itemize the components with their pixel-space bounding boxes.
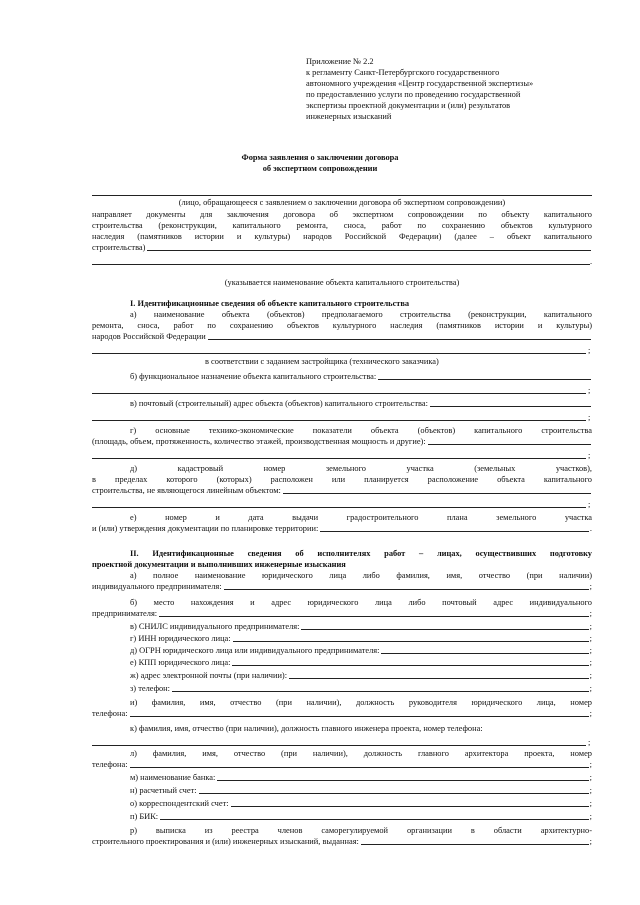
item-2n-row <box>130 785 592 796</box>
form-title: Форма заявления о заключении договора <box>241 153 399 162</box>
item-2k-line: к) фамилия, имя, отчество (при наличии), должность главного инженера проекта, номер телефона: <box>130 724 483 733</box>
paragraph-line: строительства) <box>92 243 146 252</box>
header-line: по предоставлению услуги по проведению государственной <box>306 90 521 99</box>
phone-field[interactable] <box>172 691 589 692</box>
paragraph-line: наследия (памятников истории и культуры) народов Российской Федерации) (далее – объект капитального <box>92 232 592 241</box>
object-name-field[interactable] <box>147 250 591 251</box>
field-caption: (лицо, обращающееся с заявлением о заключении договора об экспертном сопровождении) <box>178 198 506 207</box>
item-2e-row <box>130 657 592 668</box>
item-2a-label: индивидуального предпринимателя: <box>92 582 222 591</box>
semicolon: ; <box>588 386 591 395</box>
paragraph-line: направляет документы для заключения договора об экспертном сопровождении по объекту капитального <box>92 210 592 219</box>
chief-architect-field[interactable] <box>130 767 589 768</box>
functional-purpose-field-continued[interactable] <box>92 393 586 394</box>
urban-plan-field[interactable] <box>320 531 589 532</box>
cadastral-number-field-continued[interactable] <box>92 507 586 508</box>
section-1-heading: I. Идентификационные сведения об объекте капитального строительства <box>130 299 410 308</box>
item-a-line: ремонта, сноса, работ по сохранению объектов культурного наследия (памятников истории и культуры) <box>92 321 592 330</box>
sro-extract-field[interactable] <box>361 844 589 845</box>
header-line: автономного учреждения «Центр государственной экспертизы» <box>306 79 534 88</box>
section-2-heading: II. Идентификационные сведения об исполнителях работ – лицах, осуществивших подготовку <box>130 549 592 558</box>
email-field[interactable] <box>289 678 589 679</box>
semicolon: ; <box>589 760 592 769</box>
settlement-account-field[interactable] <box>199 793 589 794</box>
object-row <box>92 242 592 253</box>
object-name-field-continued[interactable] <box>92 264 590 265</box>
semicolon: ; <box>589 837 592 846</box>
semicolon: ; <box>589 671 592 680</box>
item-2zh-row <box>130 670 592 681</box>
inn-field[interactable] <box>233 641 589 642</box>
director-field[interactable] <box>130 716 589 717</box>
object-address-field[interactable] <box>430 406 591 407</box>
item-2i-line: и) фамилия, имя, отчество (при наличии), должность руководителя юридического лица, номер <box>130 698 592 707</box>
period: . <box>589 524 592 533</box>
object-title-field[interactable] <box>208 339 591 340</box>
bik-field[interactable] <box>160 819 589 820</box>
item-2d-label: д) ОГРН юридического лица или индивидуального предпринимателя: <box>130 646 380 655</box>
semicolon: ; <box>589 646 592 655</box>
kpp-field[interactable] <box>232 665 588 666</box>
ogrn-field[interactable] <box>381 653 588 654</box>
header-line: экспертизы проектной документации и (или) результатов <box>306 101 511 110</box>
semicolon: ; <box>589 634 592 643</box>
appendix-number: Приложение № 2.2 <box>306 57 374 66</box>
correspondent-account-field[interactable] <box>231 806 589 807</box>
item-2zh-label: ж) адрес электронной почты (при наличии): <box>130 671 288 680</box>
item-2g-label: г) ИНН юридического лица: <box>130 634 231 643</box>
item-2o-row <box>130 798 592 809</box>
item-2r-line: р) выписка из реестра членов саморегулируемой организации в области архитектурно- <box>130 826 592 835</box>
bank-name-field[interactable] <box>217 780 588 781</box>
item-2z-label: з) телефон: <box>130 684 170 693</box>
functional-purpose-field[interactable] <box>378 379 591 380</box>
header-line: инженерных изысканий <box>306 112 392 121</box>
item-b-row <box>130 371 592 382</box>
chief-engineer-field[interactable] <box>92 745 586 746</box>
item-a-label: народов Российской Федерации <box>92 332 206 341</box>
semicolon: ; <box>589 799 592 808</box>
tech-indicators-field[interactable] <box>428 444 591 445</box>
semicolon: ; <box>588 738 591 747</box>
semicolon: ; <box>589 658 592 667</box>
semicolon: ; <box>589 709 592 718</box>
item-e-label: и (или) утверждения документации по планировке территории: <box>92 524 319 533</box>
item-g-label: (площадь, объем, протяженность, количество этажей, производственная мощность и другие): <box>92 437 426 446</box>
item-2o-label: о) корреспондентский счет: <box>130 799 229 808</box>
item-2i-label: телефона: <box>92 709 128 718</box>
item-2l-row <box>92 759 592 770</box>
item-2g-row <box>130 633 592 644</box>
tech-indicators-field-continued[interactable] <box>92 458 586 459</box>
semicolon: ; <box>589 812 592 821</box>
semicolon: ; <box>589 622 592 631</box>
item-2r-label: строительного проектирования и (или) инженерных изысканий, выданная: <box>92 837 359 846</box>
item-2r-row <box>92 836 592 847</box>
cadastral-number-field[interactable] <box>283 493 591 494</box>
item-2b-row <box>92 608 592 619</box>
contractor-address-field[interactable] <box>159 616 589 617</box>
item-2b-line: б) место нахождения и адрес юридического лица либо почтовый адрес индивидуального <box>130 598 592 607</box>
object-address-field-continued[interactable] <box>92 420 586 421</box>
item-2p-row <box>130 811 592 822</box>
semicolon: ; <box>589 786 592 795</box>
item-2z-row <box>130 683 592 694</box>
item-2p-label: п) БИК: <box>130 812 159 821</box>
semicolon: ; <box>589 773 592 782</box>
semicolon: ; <box>589 684 592 693</box>
item-v-label: в) почтовый (строительный) адрес объекта (объектов) капитального строительства: <box>130 399 428 408</box>
semicolon: ; <box>589 609 592 618</box>
item-2l-line: л) фамилия, имя, отчество (при наличии), должность главного архитектора проекта, номер <box>130 749 592 758</box>
form-title: об экспертном сопровождении <box>262 164 378 173</box>
item-v-row <box>130 398 592 409</box>
period: . <box>590 257 593 266</box>
section-2-heading: проектной документации и выполнивших инженерные изыскания <box>92 560 346 569</box>
paragraph-line: строительства (реконструкции, капитального ремонта, сноса, работ по сохранению объектов культурного <box>92 221 592 230</box>
item-2e-label: е) КПП юридического лица: <box>130 658 231 667</box>
item-g-row <box>92 436 592 447</box>
item-2n-label: н) расчетный счет: <box>130 786 197 795</box>
object-title-field-continued[interactable] <box>92 353 586 354</box>
item-a-line: а) наименование объекта (объектов) предполагаемого строительства (реконструкции, капитального <box>130 310 592 319</box>
item-e-row <box>92 523 592 534</box>
item-2d-row <box>130 645 592 656</box>
item-2v-label: в) СНИЛС индивидуального предпринимателя: <box>130 622 300 631</box>
semicolon: ; <box>588 413 591 422</box>
contractor-name-field[interactable] <box>224 589 589 590</box>
item-b-label: б) функциональное назначение объекта капитального строительства: <box>130 372 377 381</box>
item-2m-row <box>130 772 592 783</box>
item-d-line: в пределах которого (которых) расположен или планируется расположение объекта капитального <box>92 475 592 484</box>
semicolon: ; <box>589 582 592 591</box>
item-2v-row <box>130 621 592 632</box>
item-2a-line: а) полное наименование юридического лица либо фамилия, имя, отчество (при наличии) <box>130 571 592 580</box>
item-g-line: г) основные технико-экономические показатели объекта (объектов) капитального строительства <box>130 426 592 435</box>
item-e-line: е) номер и дата выдачи градостроительного плана земельного участка <box>130 513 592 522</box>
semicolon: ; <box>588 451 591 460</box>
header-line: к регламенту Санкт-Петербургского государственного <box>306 68 500 77</box>
applicant-field[interactable] <box>92 195 592 196</box>
field-caption: в соответствии с заданием застройщика (технического заказчика) <box>205 357 439 366</box>
semicolon: ; <box>588 500 591 509</box>
item-2m-label: м) наименование банка: <box>130 773 216 782</box>
item-2i-row <box>92 708 592 719</box>
item-2a-row <box>92 581 592 592</box>
item-a-row <box>92 331 592 342</box>
snils-field[interactable] <box>301 629 588 630</box>
semicolon: ; <box>588 346 591 355</box>
item-d-line: д) кадастровый номер земельного участка (земельных участков), <box>130 464 592 473</box>
item-2l-label: телефона: <box>92 760 128 769</box>
field-caption: (указывается наименование объекта капитального строительства) <box>224 278 460 287</box>
item-d-row <box>92 485 592 496</box>
item-d-label: строительства, не являющегося линейным объектом: <box>92 486 281 495</box>
item-2b-label: предпринимателя: <box>92 609 158 618</box>
